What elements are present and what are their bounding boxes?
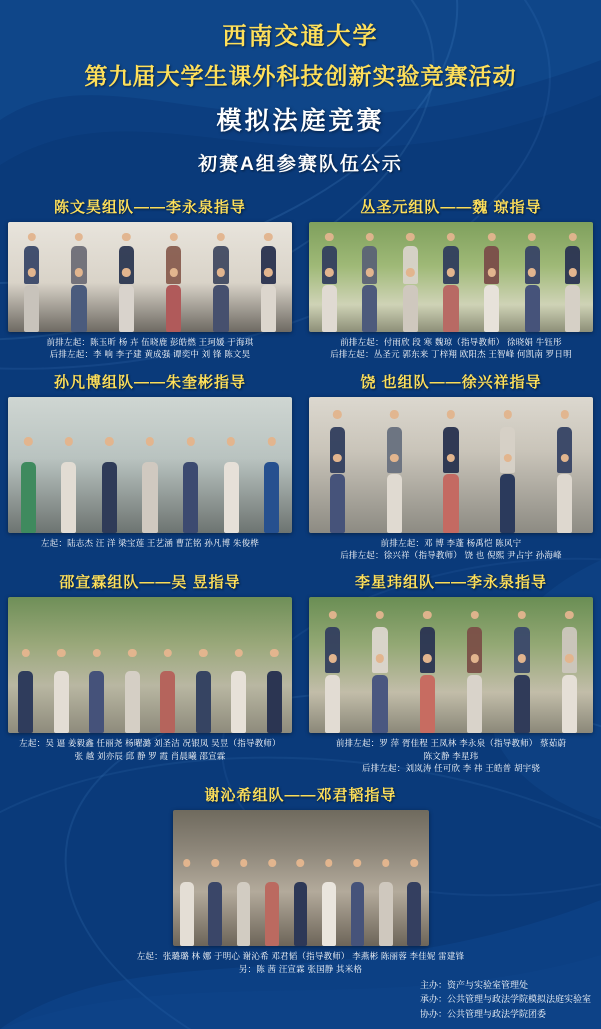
team-caption [309,737,593,774]
team-photo [8,222,292,332]
caption-line: 左起：陆志杰 汪 洋 梁宝莲 王艺涵 曹芷铭 孙凡博 朱俊桦 [40,537,260,548]
caption-line: 另：陈 茜 汪宣霖 张国静 其米格 [238,963,363,974]
poster-header [0,0,601,176]
team-title: 孙凡博组队——朱奎彬指导 [53,373,246,391]
team-card [8,192,292,361]
team-title: 饶 也组队——徐兴祥指导 [360,373,542,391]
organizer-footer [420,978,591,1021]
team-caption [309,537,593,562]
team-photo [309,397,593,533]
competition-title: 模拟法庭竞赛 [216,107,385,135]
team-caption [8,336,292,361]
team-caption [309,336,593,361]
team-photo [8,397,292,533]
team-caption [137,950,465,975]
caption-line: 左起：张璐璐 林 娜 于明心 谢沁希 邓君韬（指导教师） 李燕彬 陈丽蓉 李佳妮 雷建锋 [136,951,465,962]
team-card [309,367,593,562]
announcement-subtitle: 初赛A组参赛队伍公示 [198,154,403,175]
event-series-title: 第九届大学生课外科技创新实验竞赛活动 [84,63,517,89]
team-photo [8,597,292,733]
team-card [309,192,593,361]
caption-line: 前排左起：付雨欣 段 寒 魏琼（指导教师） 徐晓娟 牛钰彤 [340,337,562,347]
team-photo [173,810,429,946]
team-title: 邵宣霖组队——吴 昱指导 [59,574,241,592]
university-name: 西南交通大学 [222,23,379,50]
caption-line: 左起：吴 逼 姜毅鑫 任丽尧 杨曜潞 刘圣洁 况银凤 吴昱（指导教师） [19,738,281,749]
caption-line: 陈文静 李星玮 [423,750,479,761]
team-title: 陈文昊组队——李永泉指导 [53,199,246,216]
caption-line: 前排左起：陈玉昕 杨 卉 伍晓鹿 彭皓燃 王珂媛 于海琪 [46,337,254,347]
team-title: 李星玮组队——李永泉指导 [354,574,547,592]
team-caption [8,537,292,549]
team-grid [0,192,601,981]
team-card [8,780,593,975]
caption-line: 前排左起：邓 博 李蓬 杨禹恺 陈风宁 [380,537,522,548]
team-title: 丛圣元组队——魏 琼指导 [360,199,542,216]
caption-line: 张 越 刘亦辰 邱 静 罗 霞 肖晨曦 邵宣霖 [74,750,226,761]
team-card [309,567,593,774]
team-card [8,567,292,774]
team-photo [309,222,593,332]
footer-line-host: 主办：资产与实验室管理处 [419,979,528,990]
caption-line: 前排左起：罗 萍 胥佳程 王凤林 李永泉（指导教师） 蔡茹蔚 [335,738,567,749]
team-card [8,367,292,562]
team-photo [309,597,593,733]
caption-line: 后排左起：刘岚涛 任可欣 李 祎 王皓普 胡宇骁 [361,762,541,773]
team-title: 谢沁希组队——邓君韬指导 [204,787,397,805]
caption-line: 后排左起：丛圣元 郭东来 丁梓翔 欧阳杰 王智峰 何凯南 罗日明 [330,349,572,360]
caption-line: 后排左起：徐兴祥（指导教师） 饶 也 倪熙 尹占宇 孙海峰 [340,549,562,560]
team-caption [8,737,292,762]
footer-line-organizer: 承办：公共管理与政法学院模拟法庭实验室 [419,994,591,1005]
caption-line: 后排左起：李 响 李子建 黄成强 谭奕中 刘 锋 陈文昊 [49,349,251,360]
footer-line-coorganizer: 协办：公共管理与政法学院团委 [419,1008,546,1019]
